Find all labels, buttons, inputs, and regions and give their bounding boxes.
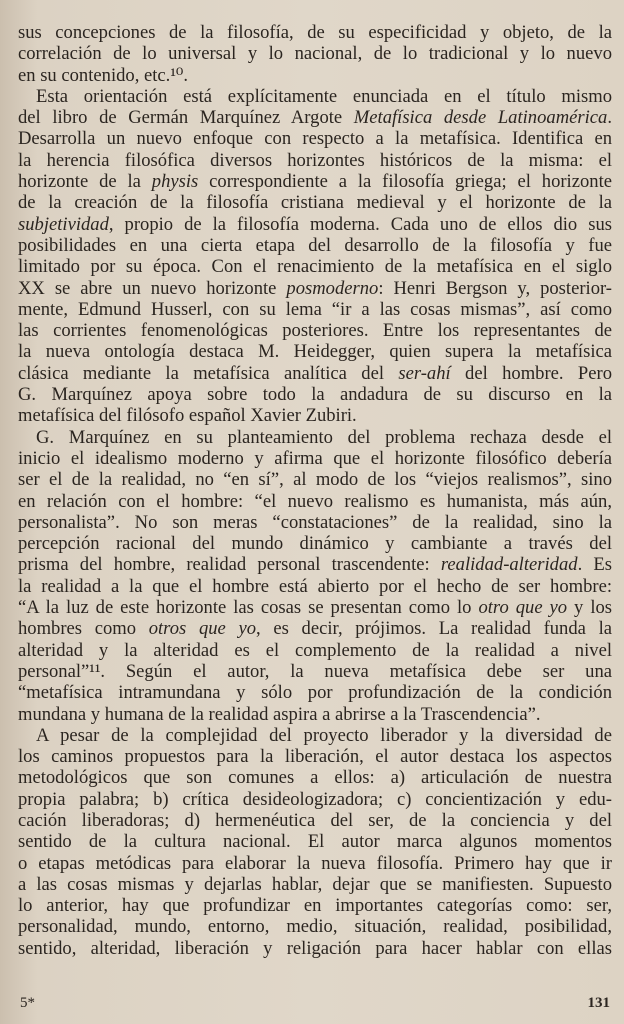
italic-text: subjetividad [18, 213, 109, 235]
text-segment: cación liberadoras; d) hermenéutica del ser, de la conciencia y del [18, 809, 612, 831]
text-segment: correlación de lo universal y lo nacional, de lo tradicional y lo nuevo [18, 43, 612, 65]
text-line [18, 128, 612, 149]
text-line [18, 725, 612, 746]
text-segment: hombres como [18, 618, 149, 640]
text-segment: mente, Edmund Husserl, con su lema “ir a las cosas mismas”, así como [18, 298, 612, 320]
text-line [18, 235, 612, 256]
text-segment: alteridad y la alteridad es el complemento de la realidad a nivel [18, 639, 612, 661]
text-line [18, 831, 612, 852]
text-line [18, 43, 612, 64]
text-line [18, 916, 612, 937]
text-segment: G. Marquínez en su planteamiento del problema rechaza desde el [36, 426, 612, 448]
text-line [18, 214, 612, 235]
text-segment: metodológicos que son comunes a ellos: a) articulación de nuestra [18, 767, 612, 789]
text-segment: : Henri Bergson y, posterior- [378, 277, 613, 299]
text-segment: , propio de la filosofía moderna. Cada uno de ellos dio sus [108, 213, 612, 235]
text-line [18, 256, 612, 277]
text-segment: “A la luz de este horizonte las cosas se presentan como lo [18, 597, 479, 619]
text-line [18, 171, 612, 192]
italic-text: physis [151, 171, 199, 193]
page-number: 131 [587, 995, 610, 1011]
italic-text: ser-ahí [398, 362, 451, 384]
text-line [18, 704, 612, 725]
text-segment: G. Marquínez apoya sobre todo la andadura de su discurso en la [18, 384, 612, 406]
text-line [18, 597, 612, 618]
text-line [18, 107, 612, 128]
text-segment: percepción racional del mundo dinámico y cambiante a través del [18, 533, 612, 555]
text-segment: “metafísica intramundana y sólo por profundización de la condición [18, 682, 612, 704]
text-segment: propia palabra; b) crítica desideologizadora; c) concientización y edu- [18, 788, 612, 810]
text-segment: sentido, alteridad, liberación y religación para hacer hablar con ellas [18, 937, 612, 959]
text-line [18, 853, 612, 874]
text-line [18, 512, 612, 533]
text-line [18, 278, 612, 299]
text-segment: inicio el idealismo moderno y afirma que el horizonte filosófico debería [18, 447, 612, 469]
text-segment: . [607, 107, 612, 129]
text-line [18, 405, 612, 426]
text-segment: mundana y humana de la realidad aspira a abrirse a la Trascendencia”. [18, 703, 541, 725]
italic-text: realidad-alteridad [440, 554, 578, 576]
text-line [18, 320, 612, 341]
text-line [18, 341, 612, 362]
text-line [18, 448, 612, 469]
text-segment: del libro de Germán Marquínez Argote [18, 107, 354, 129]
text-segment: personal”¹¹. Según el autor, la nueva metafísica debe ser una [18, 660, 612, 682]
text-segment: la realidad a la que el hombre está abierto por el hecho de ser hombre: [18, 575, 612, 597]
text-line [18, 427, 612, 448]
text-segment: Desarrolla un nuevo enfoque con respecto a la metafísica. Identifica en [18, 128, 612, 150]
text-segment: . Es [577, 554, 612, 576]
text-line [18, 299, 612, 320]
text-segment: prisma del hombre, realidad personal trascendente: [18, 554, 441, 576]
text-segment: XX se abre un nuevo horizonte [18, 277, 287, 299]
text-line [18, 150, 612, 171]
text-line [18, 810, 612, 831]
text-segment: metafísica del filósofo español Xavier Zubiri. [18, 405, 357, 427]
text-line [18, 746, 612, 767]
italic-text: otro que yo [478, 597, 568, 619]
text-line [18, 895, 612, 916]
text-line [18, 640, 612, 661]
text-line [18, 682, 612, 703]
text-line [18, 874, 612, 895]
text-line [18, 363, 612, 384]
text-segment: horizonte de la [18, 171, 152, 193]
text-segment: posibilidades en una cierta etapa del desarrollo de la filosofía y fue [18, 234, 612, 256]
text-line [18, 469, 612, 490]
text-segment: personalidad, mundo, entorno, medio, situación, realidad, posibilidad, [18, 916, 612, 938]
text-line [18, 618, 612, 639]
text-segment: personalista”. No son meras “constataciones” de la realidad, sino la [18, 511, 612, 533]
text-segment: en su contenido, etc.¹⁰. [18, 64, 188, 86]
text-segment: clásica mediante la metafísica analítica del [18, 362, 399, 384]
text-line [18, 789, 612, 810]
text-segment: de la creación de la filosofía cristiana medieval y el horizonte de la [18, 192, 612, 214]
text-segment: ser el de la realidad, no “en sí”, al modo de los “viejos realismos”, sino [18, 469, 612, 491]
text-segment: las corrientes fenomenológicas posteriores. Entre los representantes de [18, 320, 612, 342]
text-line [18, 86, 612, 107]
text-segment: Esta orientación está explícitamente enunciada en el título mismo [36, 85, 612, 107]
text-line [18, 533, 612, 554]
text-segment: limitado por su época. Con el renacimiento de la metafísica en el siglo [18, 256, 612, 278]
italic-text: otros que yo [148, 618, 257, 640]
text-line [18, 576, 612, 597]
text-segment: la nueva ontología destaca M. Heidegger, quien supera la metafísica [18, 341, 612, 363]
text-segment: A pesar de la complejidad del proyecto liberador y la diversidad de [36, 724, 612, 746]
text-segment: sentido de la cultura nacional. El autor marca algunos momentos [18, 831, 612, 853]
text-segment: y los [567, 597, 613, 619]
text-segment: lo anterior, hay que profundizar en importantes categorías como: ser, [18, 895, 612, 917]
italic-text: posmoderno [286, 277, 379, 299]
signature-mark: 5* [20, 995, 35, 1011]
text-segment: o etapas metódicas para elaborar la nueva filosofía. Primero hay que ir [18, 852, 612, 874]
text-line [18, 491, 612, 512]
text-segment: , es decir, prójimos. La realidad funda la [256, 618, 613, 640]
text-line [18, 554, 612, 575]
text-line [18, 938, 612, 959]
text-line [18, 65, 612, 86]
text-segment: a las cosas mismas y dejarlas hablar, dejar que se manifiesten. Supuesto [18, 873, 612, 895]
text-segment: correspondiente a la filosofía griega; el horizonte [198, 171, 612, 193]
page-body-text [18, 22, 612, 959]
text-segment: sus concepciones de la filosofía, de su especificidad y objeto, de la [18, 22, 612, 43]
text-line [18, 384, 612, 405]
text-segment: los caminos propuestos para la liberación, el autor destaca los aspectos [18, 746, 612, 768]
text-line [18, 767, 612, 788]
text-segment: en relación con el hombre: “el nuevo realismo es humanista, más aún, [18, 490, 612, 512]
text-line [18, 192, 612, 213]
text-segment: la herencia filosófica diversos horizontes históricos de la misma: el [18, 149, 612, 171]
text-line [18, 661, 612, 682]
text-line [18, 22, 612, 43]
text-segment: del hombre. Pero [450, 362, 612, 384]
italic-text: Metafísica desde Latinoamérica [353, 107, 608, 129]
